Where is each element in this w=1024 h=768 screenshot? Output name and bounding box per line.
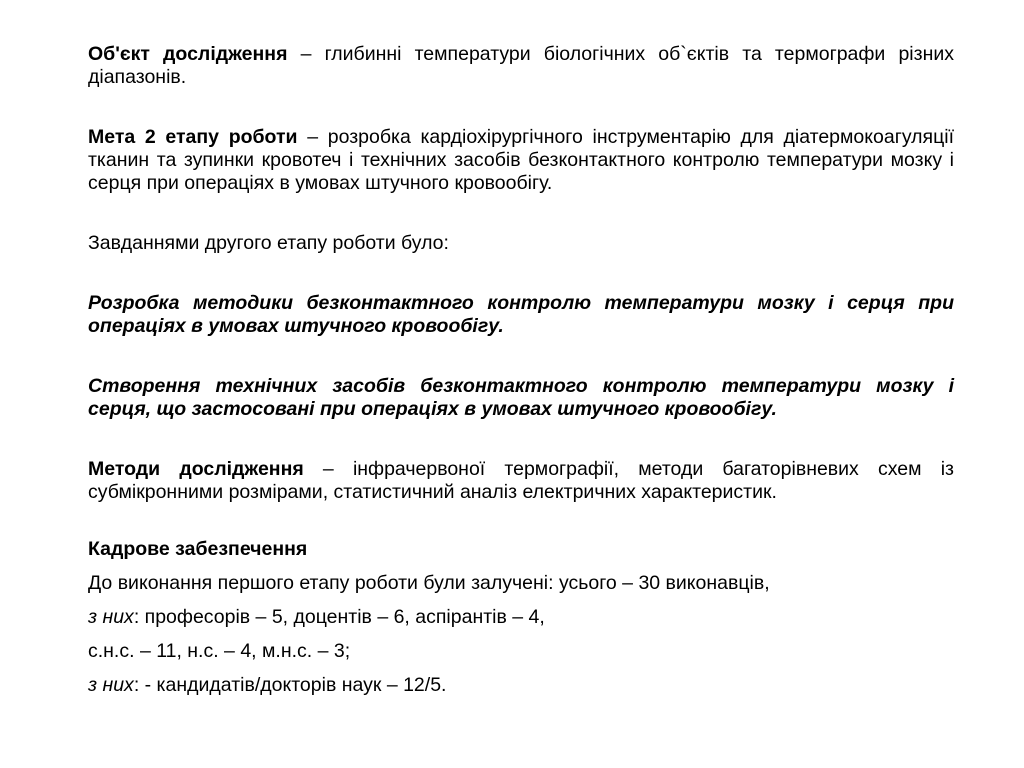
goal-label: Мета 2 етапу роботи xyxy=(88,126,298,148)
staffing-researchers: с.н.с. – 11, н.с. – 4, м.н.с. – 3; xyxy=(88,640,351,662)
tasks-intro: Завданнями другого етапу роботи було: xyxy=(88,232,449,254)
task-2: Створення технічних засобів безконтактного контролю температури мозку і серця, що застосовані при операціях в умовах штучного кровообігу. xyxy=(88,375,954,420)
object-text: – глибинні температури біологічних об`єктів та термографи різних діапазонів. xyxy=(88,43,954,88)
staffing-positions-text: : професорів – 5, доцентів – 6, аспірантів – 4, xyxy=(133,606,545,628)
object-paragraph xyxy=(88,43,954,89)
staffing-heading: Кадрове забезпечення xyxy=(88,538,308,560)
goal-text: – розробка кардіохірургічного інструментарію для діатермокоагуляції тканин та зупинки кровотеч і технічних засобів безконтактного контролю температури мозку і серця при операціях в умовах штучного кровообігу. xyxy=(88,126,954,194)
staffing-degrees-prefix: з них xyxy=(88,674,134,696)
document-body xyxy=(88,43,954,697)
goal-paragraph xyxy=(88,126,954,195)
methods-paragraph xyxy=(88,458,954,504)
staffing-degrees xyxy=(88,674,954,697)
staffing-total: До виконання першого етапу роботи були залучені: усього – 30 виконавців, xyxy=(88,572,770,594)
staffing-positions-prefix: з них xyxy=(88,606,134,628)
methods-text: – інфрачервоної термографії, методи багаторівневих схем із субмікронними розмірами, статистичний аналіз електричних характеристик. xyxy=(88,458,954,503)
object-label: Об'єкт дослідження xyxy=(88,43,288,65)
staffing-positions xyxy=(88,606,954,629)
staffing-section xyxy=(88,538,954,697)
staffing-degrees-text: : - кандидатів/докторів наук – 12/5. xyxy=(133,674,447,696)
task-1: Розробка методики безконтактного контролю температури мозку і серця при операціях в умовах штучного кровообігу. xyxy=(88,292,954,337)
methods-label: Методи дослідження xyxy=(88,458,304,480)
